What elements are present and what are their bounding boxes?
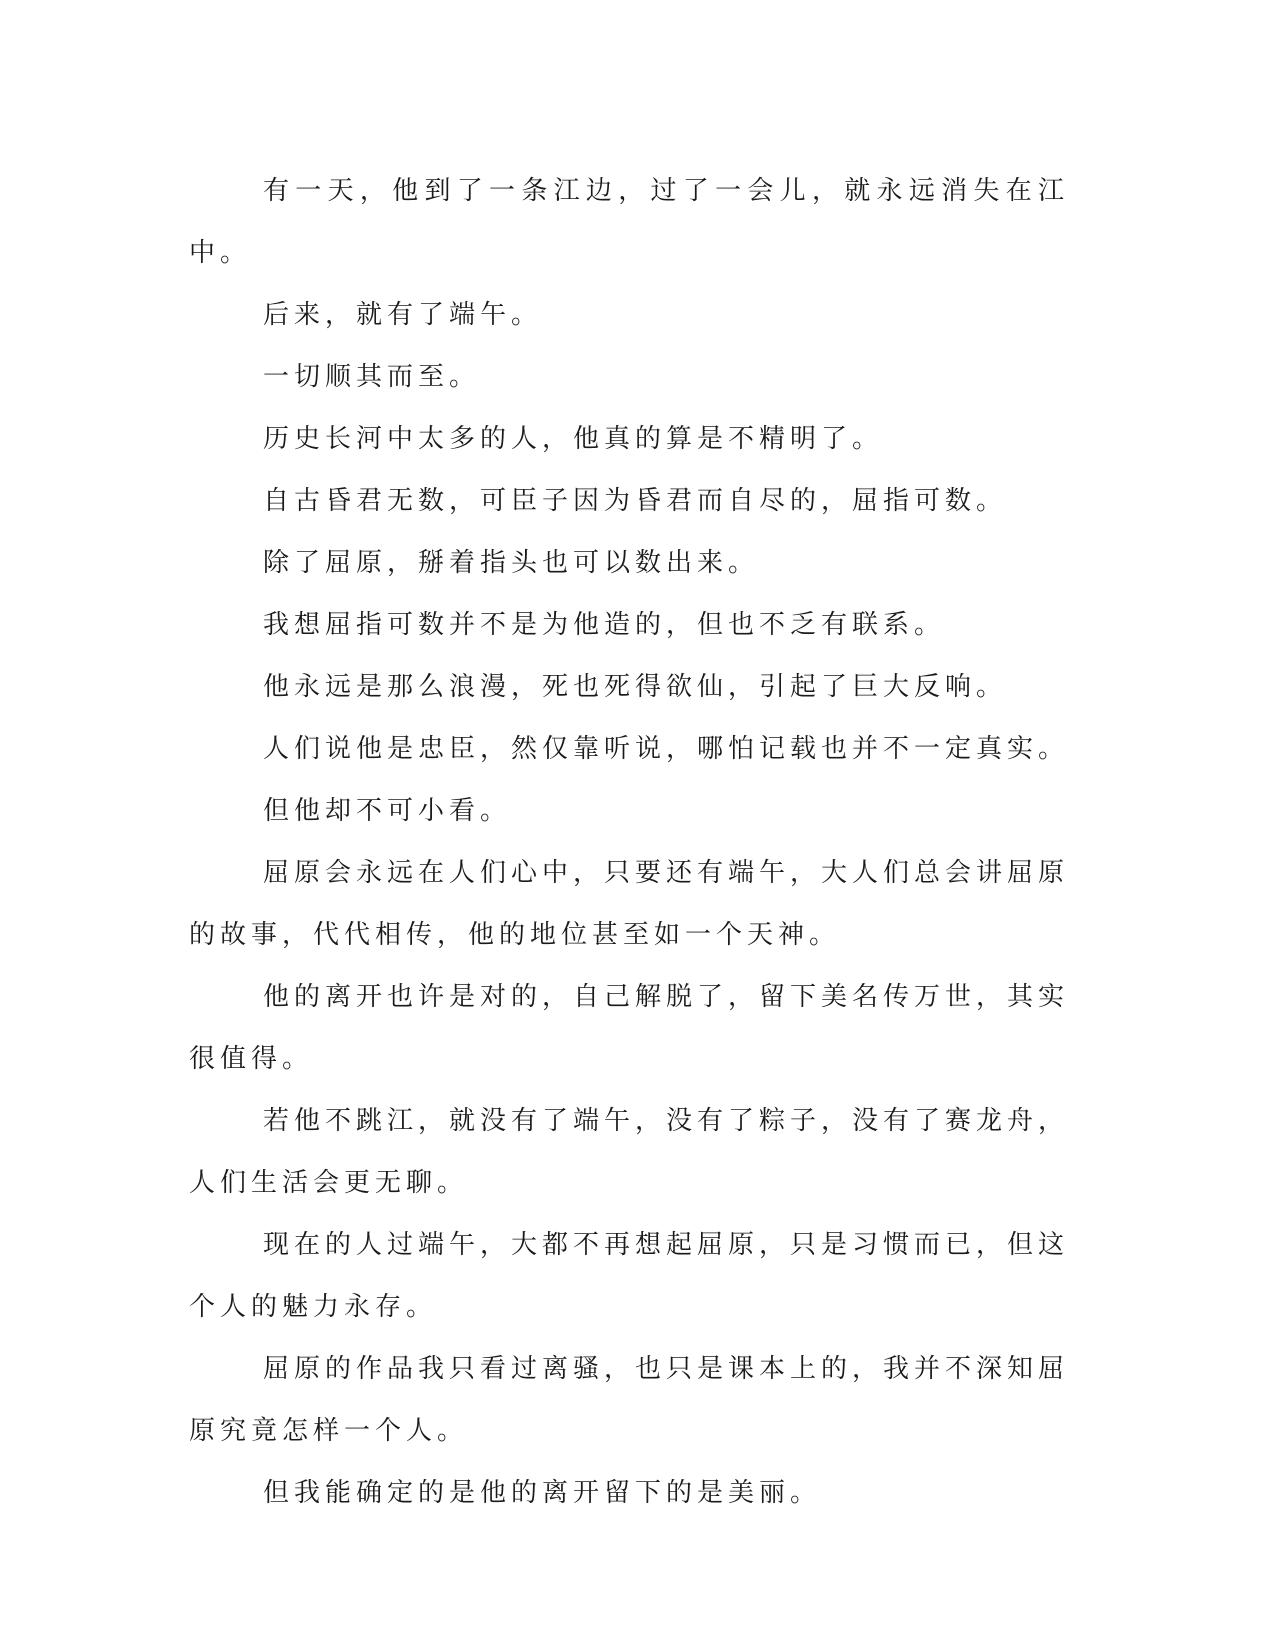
paragraph: 历史长河中太多的人，他真的算是不精明了。 xyxy=(263,424,884,454)
paragraph: 他的离开也许是对的，自己解脱了，留下美名传万世，其实很值得。 xyxy=(189,982,1070,1074)
paragraph: 我想屈指可数并不是为他造的，但也不乏有联系。 xyxy=(263,610,946,640)
paragraph: 屈原会永远在人们心中，只要还有端午，大人们总会讲屈原的故事，代代相传，他的地位甚至如一个天神。 xyxy=(189,858,1070,950)
paragraph: 除了屈原，掰着指头也可以数出来。 xyxy=(263,548,760,578)
paragraph: 若他不跳江，就没有了端午，没有了粽子，没有了赛龙舟，人们生活会更无聊。 xyxy=(189,1106,1070,1198)
paragraph: 但我能确定的是他的离开留下的是美丽。 xyxy=(263,1478,822,1508)
paragraph: 后来，就有了端午。 xyxy=(263,300,543,330)
paragraph: 他永远是那么浪漫，死也死得欲仙，引起了巨大反响。 xyxy=(263,672,1008,702)
paragraph: 但他却不可小看。 xyxy=(263,796,512,826)
paragraph: 自古昏君无数，可臣子因为昏君而自尽的，屈指可数。 xyxy=(263,486,1008,516)
paragraph: 屈原的作品我只看过离骚，也只是课本上的，我并不深知屈原究竟怎样一个人。 xyxy=(189,1354,1070,1446)
paragraph: 人们说他是忠臣，然仅靠听说，哪怕记载也并不一定真实。 xyxy=(263,734,1070,764)
document-body xyxy=(189,160,1069,1524)
paragraph: 有一天，他到了一条江边，过了一会儿，就永远消失在江中。 xyxy=(189,176,1069,268)
paragraph: 现在的人过端午，大都不再想起屈原，只是习惯而已，但这个人的魅力永存。 xyxy=(189,1230,1070,1322)
paragraph: 一切顺其而至。 xyxy=(263,362,481,392)
